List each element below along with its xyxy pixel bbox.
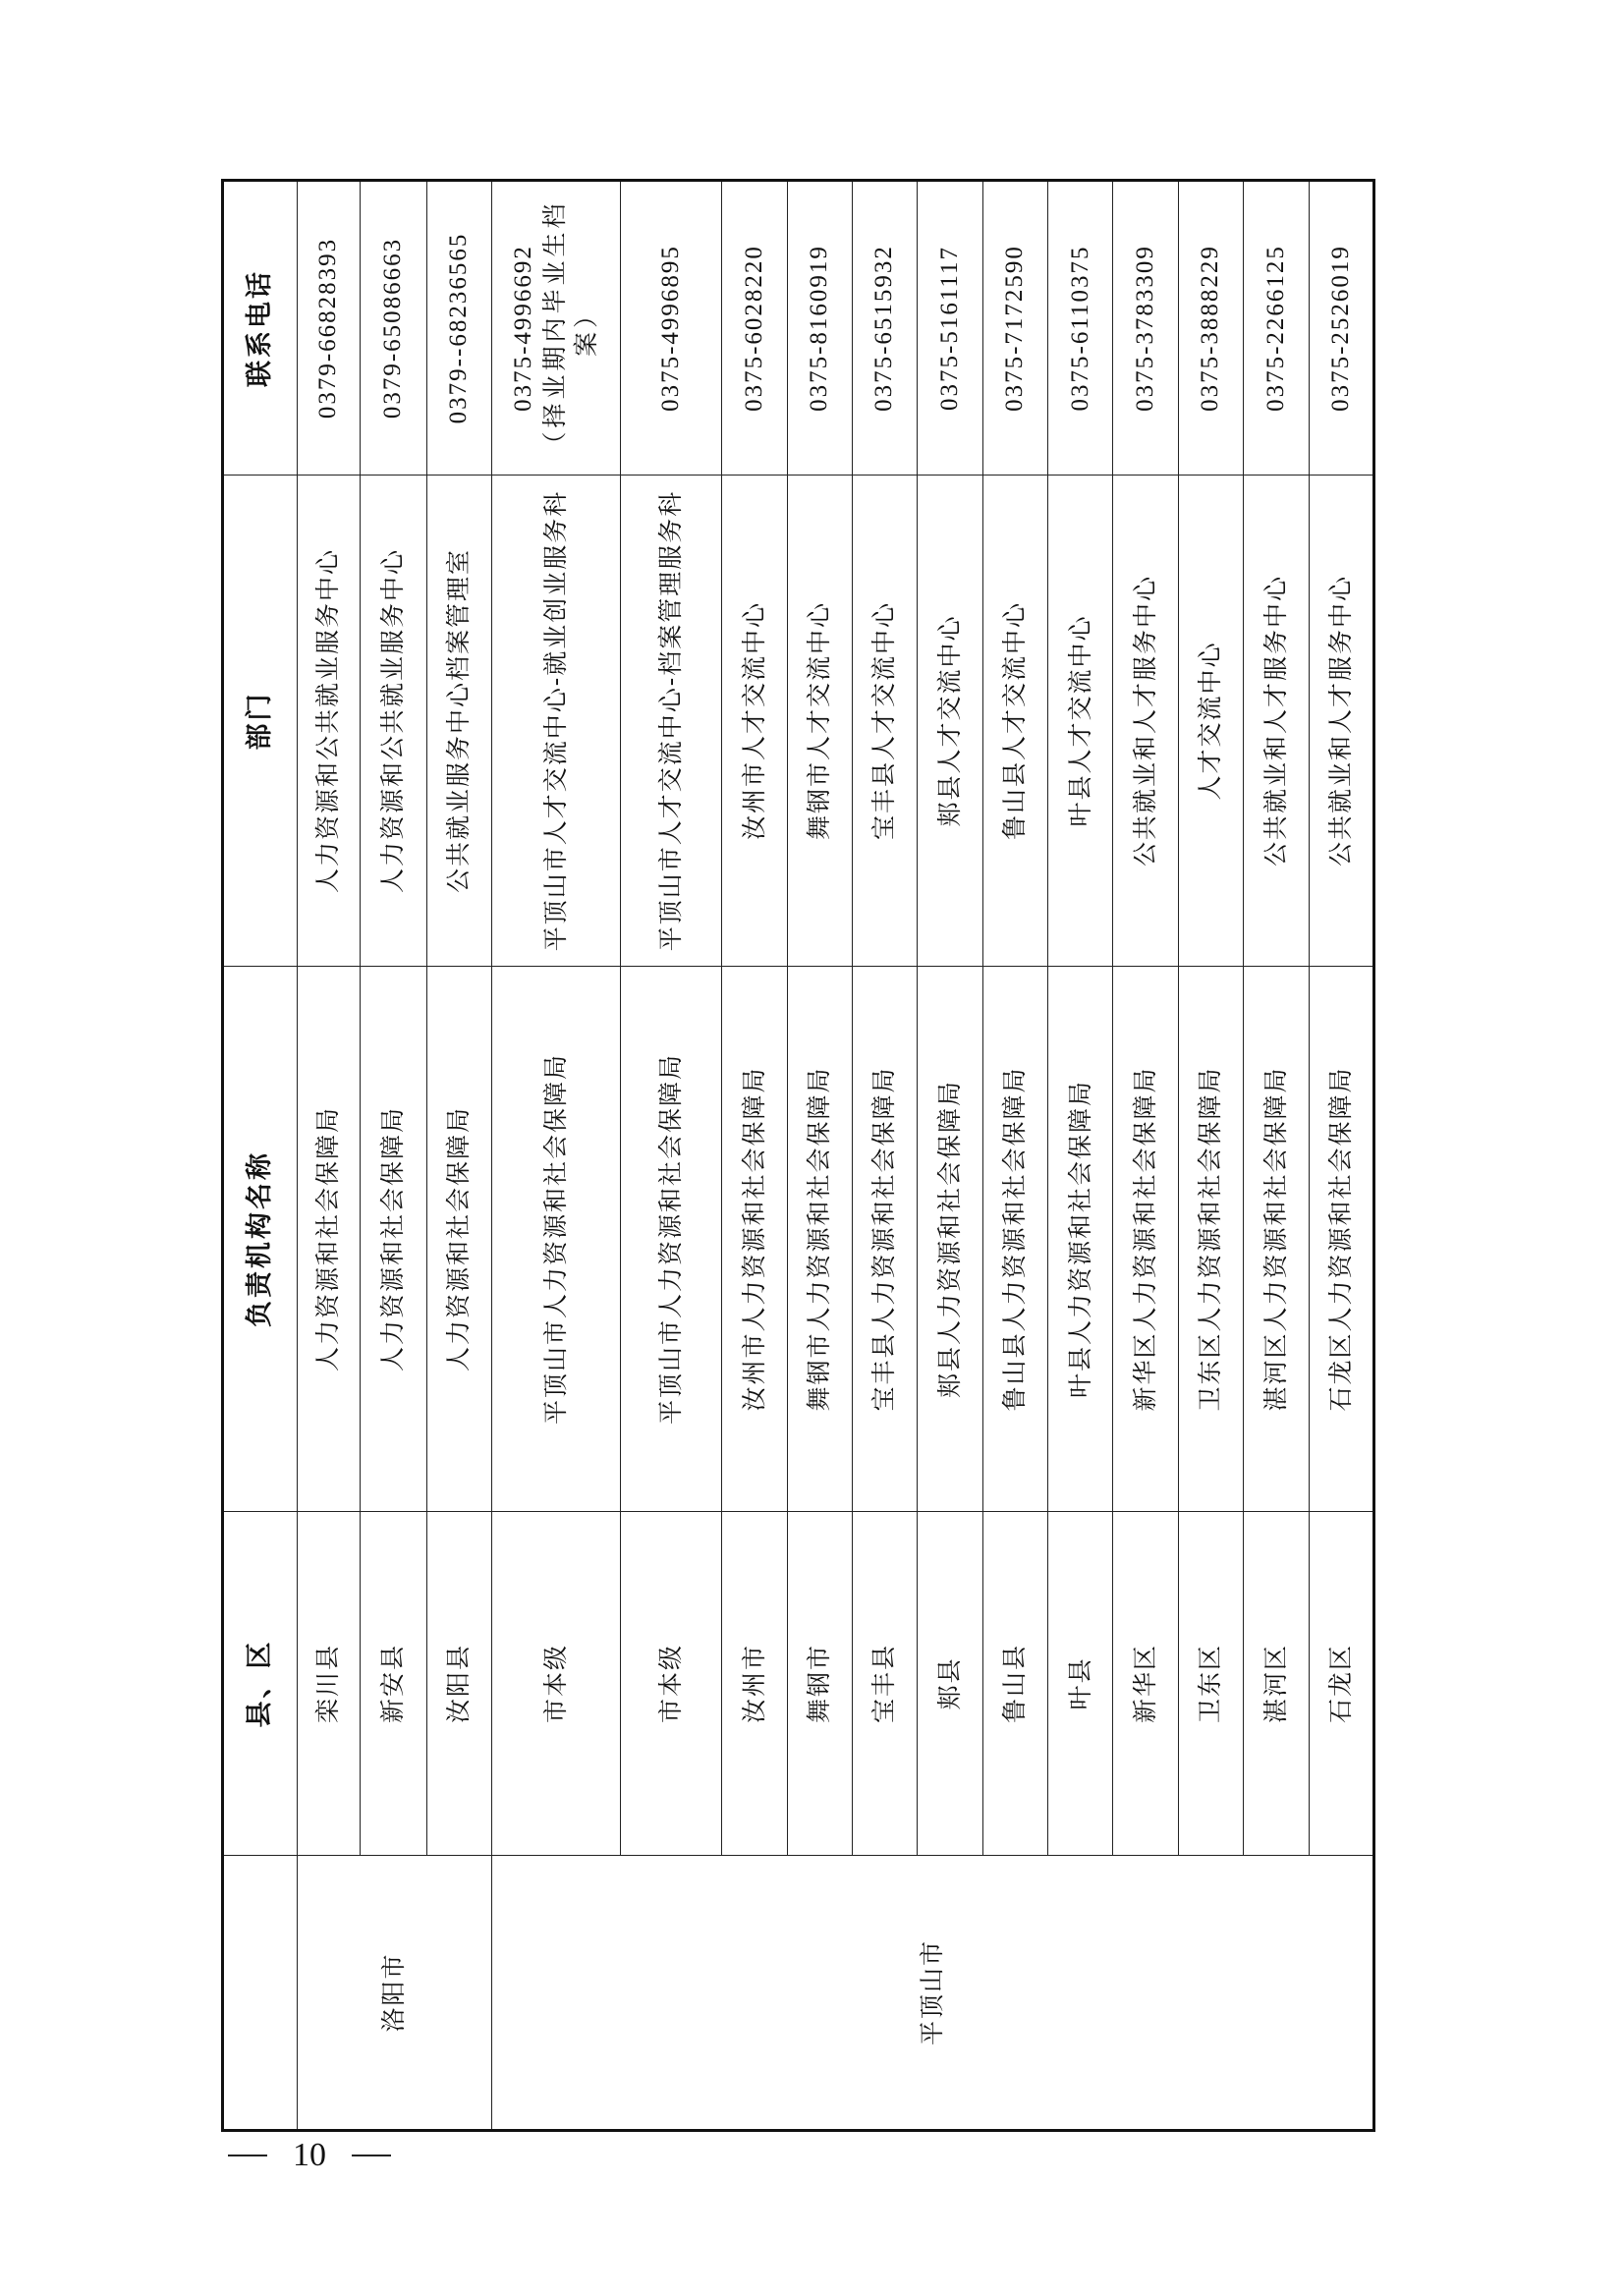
phone-cell: 0375-6028220: [722, 181, 787, 476]
phone-cell: 0379--68236565: [426, 181, 491, 476]
page-footer: [228, 2137, 391, 2174]
phone-cell: 0375-3888229: [1178, 181, 1243, 476]
phone-cell: 0375-8160919: [787, 181, 852, 476]
dept-cell: 平顶山市人才交流中心-档案管理服务科: [620, 476, 722, 967]
dept-cell: 人力资源和公共就业服务中心: [298, 476, 361, 967]
org-cell: 平顶山市人力资源和社会保障局: [620, 967, 722, 1512]
county-cell: 郏县: [918, 1512, 982, 1856]
table-header-row: [223, 181, 298, 2131]
header-org: 负责机构名称: [223, 967, 298, 1512]
org-cell: 平顶山市人力资源和社会保障局: [492, 967, 621, 1512]
dept-cell: 公共就业和人才服务中心: [1309, 476, 1373, 967]
county-cell: 市本级: [620, 1512, 722, 1856]
org-cell: 舞钢市人力资源和社会保障局: [787, 967, 852, 1512]
org-cell: 人力资源和社会保障局: [426, 967, 491, 1512]
phone-cell: 0375-5161117: [918, 181, 982, 476]
phone-number: 0375-4996692: [510, 245, 537, 412]
dept-cell: 叶县人才交流中心: [1048, 476, 1113, 967]
table-body: [298, 181, 1374, 2131]
header-phone: 联系电话: [223, 181, 298, 476]
org-cell: 叶县人力资源和社会保障局: [1048, 967, 1113, 1512]
page-number: 10: [293, 2137, 326, 2173]
contact-table: [221, 179, 1375, 2132]
table-row: [1048, 181, 1113, 2131]
county-cell: 汝州市: [722, 1512, 787, 1856]
org-cell: 新华区人力资源和社会保障局: [1113, 967, 1178, 1512]
footer-dash-left: [228, 2155, 267, 2156]
dept-cell: 人才交流中心: [1178, 476, 1243, 967]
rotated-table-container: [221, 182, 1375, 2132]
dept-cell: 平顶山市人才交流中心-就业创业服务科: [492, 476, 621, 967]
table-row: [1309, 181, 1373, 2131]
table-row: [787, 181, 852, 2131]
table-row: [1178, 181, 1243, 2131]
org-cell: 石龙区人力资源和社会保障局: [1309, 967, 1373, 1512]
county-cell: 新安县: [361, 1512, 426, 1856]
county-cell: 石龙区: [1309, 1512, 1373, 1856]
county-cell: 舞钢市: [787, 1512, 852, 1856]
table-row: [722, 181, 787, 2131]
county-cell: 叶县: [1048, 1512, 1113, 1856]
city-cell: 平顶山市: [492, 1856, 1374, 2131]
header-dept: 部门: [223, 476, 298, 967]
org-cell: 鲁山县人力资源和社会保障局: [982, 967, 1047, 1512]
phone-cell: 0379-65086663: [361, 181, 426, 476]
footer-dash-right: [352, 2155, 391, 2156]
dept-cell: 公共就业服务中心档案管理室: [426, 476, 491, 967]
dept-cell: 宝丰县人才交流中心: [853, 476, 918, 967]
dept-cell: 舞钢市人才交流中心: [787, 476, 852, 967]
dept-cell: 公共就业和人才服务中心: [1244, 476, 1309, 967]
dept-cell: 汝州市人才交流中心: [722, 476, 787, 967]
table-row: [853, 181, 918, 2131]
county-cell: 宝丰县: [853, 1512, 918, 1856]
table-row: [1113, 181, 1178, 2131]
header-city: [223, 1856, 298, 2131]
phone-cell: 0375-6515932: [853, 181, 918, 476]
org-cell: 人力资源和社会保障局: [298, 967, 361, 1512]
org-cell: 湛河区人力资源和社会保障局: [1244, 967, 1309, 1512]
table-row: [426, 181, 491, 2131]
table-row: [492, 181, 621, 2131]
table-row: [298, 181, 361, 2131]
county-cell: 湛河区: [1244, 1512, 1309, 1856]
county-cell: 卫东区: [1178, 1512, 1243, 1856]
table-row: [361, 181, 426, 2131]
org-cell: 宝丰县人力资源和社会保障局: [853, 967, 918, 1512]
phone-cell: 0379-66828393: [298, 181, 361, 476]
dept-cell: 公共就业和人才服务中心: [1113, 476, 1178, 967]
phone-cell: [492, 181, 621, 476]
header-county: 县、区: [223, 1512, 298, 1856]
phone-cell: 0375-3783309: [1113, 181, 1178, 476]
org-cell: 郏县人力资源和社会保障局: [918, 967, 982, 1512]
phone-cell: 0375-6110375: [1048, 181, 1113, 476]
org-cell: 人力资源和社会保障局: [361, 967, 426, 1512]
county-cell: 鲁山县: [982, 1512, 1047, 1856]
county-cell: 栾川县: [298, 1512, 361, 1856]
rotated-table-frame: [221, 182, 1375, 2132]
county-cell: 新华区: [1113, 1512, 1178, 1856]
dept-cell: 人力资源和公共就业服务中心: [361, 476, 426, 967]
table-row: [982, 181, 1047, 2131]
table-row: [620, 181, 722, 2131]
dept-cell: 鲁山县人才交流中心: [982, 476, 1047, 967]
table-row: [1244, 181, 1309, 2131]
county-cell: 市本级: [492, 1512, 621, 1856]
phone-note: （择业期内毕业生档案）: [541, 199, 601, 457]
city-cell: 洛阳市: [298, 1856, 492, 2131]
phone-cell: 0375-7172590: [982, 181, 1047, 476]
org-cell: 汝州市人力资源和社会保障局: [722, 967, 787, 1512]
phone-cell: 0375-2526019: [1309, 181, 1373, 476]
phone-cell: 0375-4996895: [620, 181, 722, 476]
org-cell: 卫东区人力资源和社会保障局: [1178, 967, 1243, 1512]
table-row: [918, 181, 982, 2131]
county-cell: 汝阳县: [426, 1512, 491, 1856]
phone-cell: 0375-2266125: [1244, 181, 1309, 476]
dept-cell: 郏县人才交流中心: [918, 476, 982, 967]
